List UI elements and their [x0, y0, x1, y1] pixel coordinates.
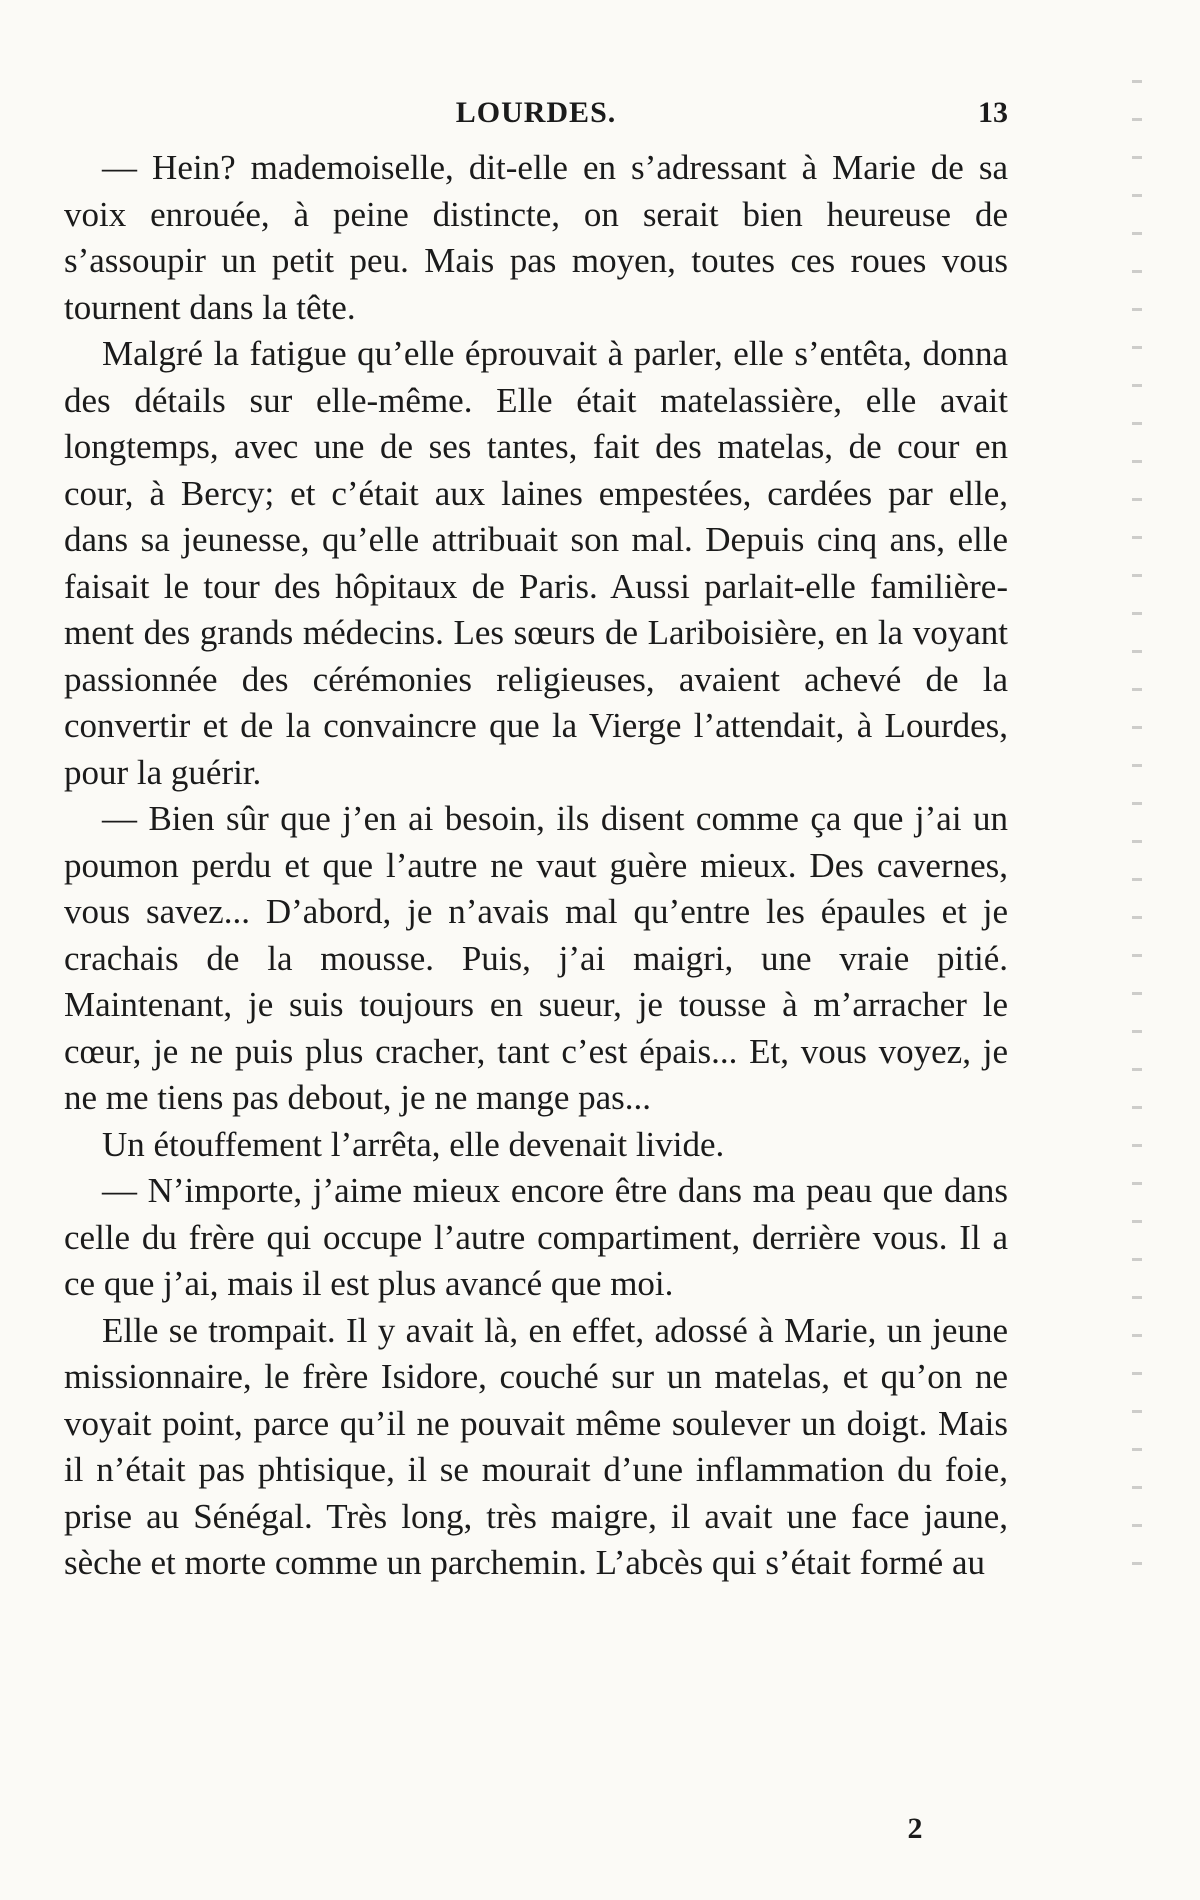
paragraph: — N’importe, j’aime mieux encore être dans ma peau que dans celle du frère qui occupe l’autre compartiment, derrière vous. Il a ce que j’ai, mais il est plus avancé que moi.: [64, 1171, 1008, 1303]
running-title: LOURDES.: [455, 96, 617, 129]
page-number: 13: [978, 96, 1008, 129]
paragraph: — Bien sûr que j’en ai besoin, ils disent comme ça que j’ai un poumon perdu et que l’autre ne vaut guère mieux. Des cavernes, vous savez... D’abord, je n’avais mal qu’entre les épaules et je crachais de la mousse. Puis, j’ai maigri, une vraie pitié. Maintenant, je suis toujours en sueur, je tousse à m’arracher le cœur, je ne puis plus cracher, tant c’est épais... Et, vous voyez, je ne me tiens pas debout, je ne mange pas...: [64, 799, 1008, 1117]
signature-mark: 2: [907, 1812, 923, 1845]
paragraph: Malgré la fatigue qu’elle éprouvait à parler, elle s’entêta, donna des détails sur elle-même. Elle était matelassière, elle avait longtemps, avec une de ses tantes, fait des matelas, de cour en cour, à Bercy; et c’était aux laines empestées, cardées par elle, dans sa jeunesse, qu’elle attribuait son mal. Depuis cinq ans, elle faisait le tour des hôpitaux de Paris. Aussi parlait-elle familièrement des grands médecins. Les sœurs de Lariboisière, en la voyant passionnée des cérémonies religieuses, avaient achevé de la convertir et de la convaincre que la Vierge l’attendait, à Lourdes, pour la guérir.: [64, 334, 1008, 792]
paragraph: Elle se trompait. Il y avait là, en effet, adossé à Marie, un jeune missionnaire, le frère Isidore, couché sur un matelas, et qu’on ne voyait point, parce qu’il ne pouvait même soulever un doigt. Mais il n’était pas phtisique, il se mourait d’une inflammation du foie, prise au Sénégal. Très long, très maigre, il avait une face jaune, sèche et morte comme un parchemin. L’abcès qui s’était formé au: [64, 1310, 1008, 1582]
paragraph: — Hein? mademoiselle, dit-elle en s’adressant à Marie de sa voix enrouée, à peine distincte, on serait bien heureuse de s’assoupir un petit peu. Mais pas moyen, toutes ces roues vous tournent dans la tête.: [64, 148, 1008, 327]
body-text: [64, 145, 1008, 1587]
running-head: [64, 96, 1008, 136]
page-edge-shadow: [1132, 80, 1142, 1600]
paragraph: Un étouffement l’arrêta, elle devenait livide.: [102, 1124, 725, 1164]
